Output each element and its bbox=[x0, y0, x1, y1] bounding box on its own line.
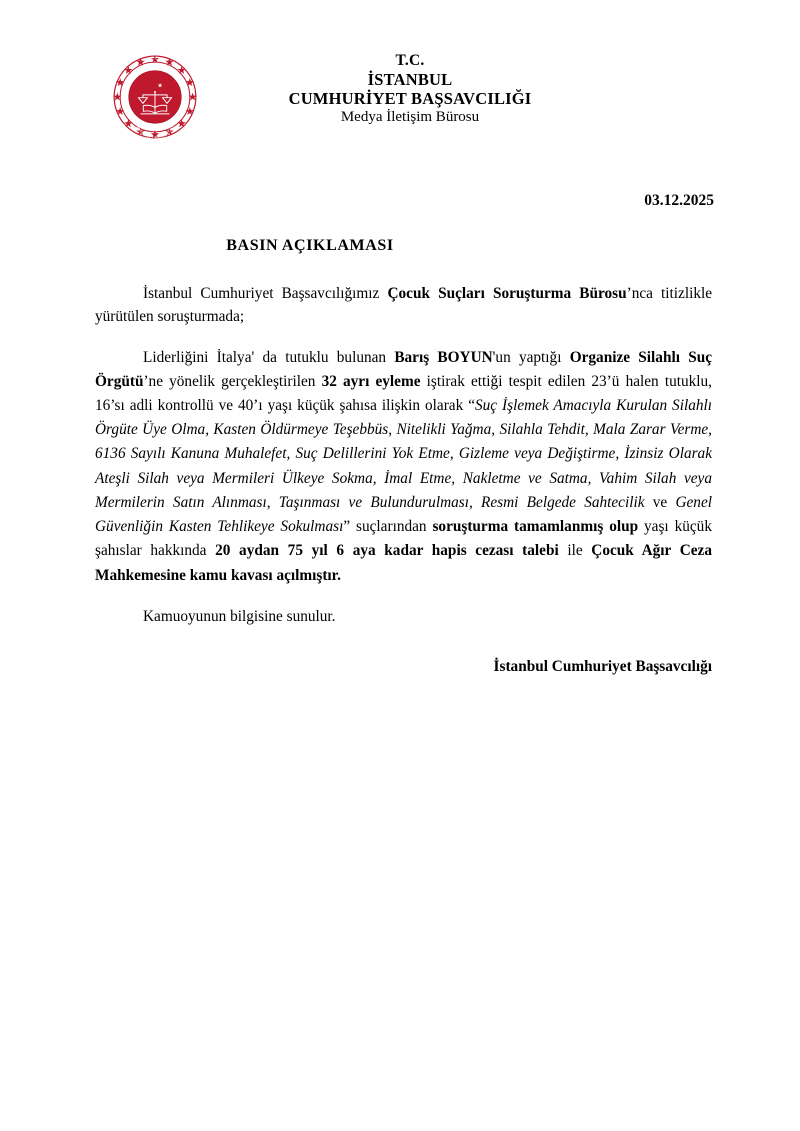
svg-text:CUMHURİYET BAŞSAVCILIĞI: CUMHURİYET BAŞSAVCILIĞI bbox=[134, 120, 176, 140]
document-header bbox=[0, 0, 800, 148]
signature-block: İstanbul Cumhuriyet Başsavcılığı bbox=[493, 658, 712, 676]
document-date: 03.12.2025 bbox=[644, 192, 714, 209]
header-office-line: CUMHURİYET BAŞSAVCILIĞI bbox=[288, 89, 532, 109]
paragraph-closing: Kamuoyunun bilgisine sunulur. bbox=[143, 607, 336, 625]
svg-text:T.C.: T.C. bbox=[150, 56, 160, 61]
paragraph-intro: İstanbul Cumhuriyet Başsavcılığımız Çocuk Suçları Soruşturma Bürosu’nca titizlikle yürütülen soruşturmada; bbox=[95, 285, 716, 326]
page-title: BASIN AÇIKLAMASI bbox=[226, 237, 394, 254]
header-republic-line: T.C. bbox=[395, 52, 425, 69]
turkish-ministry-of-justice-emblem-icon bbox=[112, 54, 198, 140]
header-city-line: İSTANBUL bbox=[367, 69, 453, 89]
document-body bbox=[0, 282, 800, 628]
header-bureau-line: Medya İletişim Bürosu bbox=[340, 109, 480, 126]
paragraph-main: Liderliğini İtalya' da tutuklu bulunan Barış BOYUN'un yaptığı Organize Silahlı Suç Örgütü’ne yönelik gerçekleştirilen 32 ayrı eyleme iştirak ettiği tespit edilen 23’ü halen tutuklu, 16’sı adli kontrollü ve 40’ı yaşı küçük şahısa ilişkin olarak “Suç İşlemek Amacıyla Kurulan Silahlı Örgüte Üye Olma, Kasten Öldürmeye Teşebbüs, Nitelikli Yağma, Silahla Tehdit, Mala Zarar Verme, 6136 Sayılı Kanuna Muhalefet, Suç Delillerini Yok Etme, Gizleme veya Değiştirme, İzinsiz Olarak Ateşli Silah veya Mermileri Ülkeye Sokma, İmal Etme, Nakletme ve Satma, Vahim Silah veya Mermilerin Satın Alınması, Taşınması ve Bulundurulması, Resmi Belgede Sahtecilik ve Genel Güvenliğin Kasten Tehlikeye Sokulması” suçlarından soruşturma tamamlanmış olup yaşı küçük şahıslar hakkında 20 aydan 75 yıl 6 aya kadar hapis cezası talebi ile Çocuk Ağır Ceza Mahkemesine kamu kavası açılmıştır. bbox=[95, 348, 716, 584]
